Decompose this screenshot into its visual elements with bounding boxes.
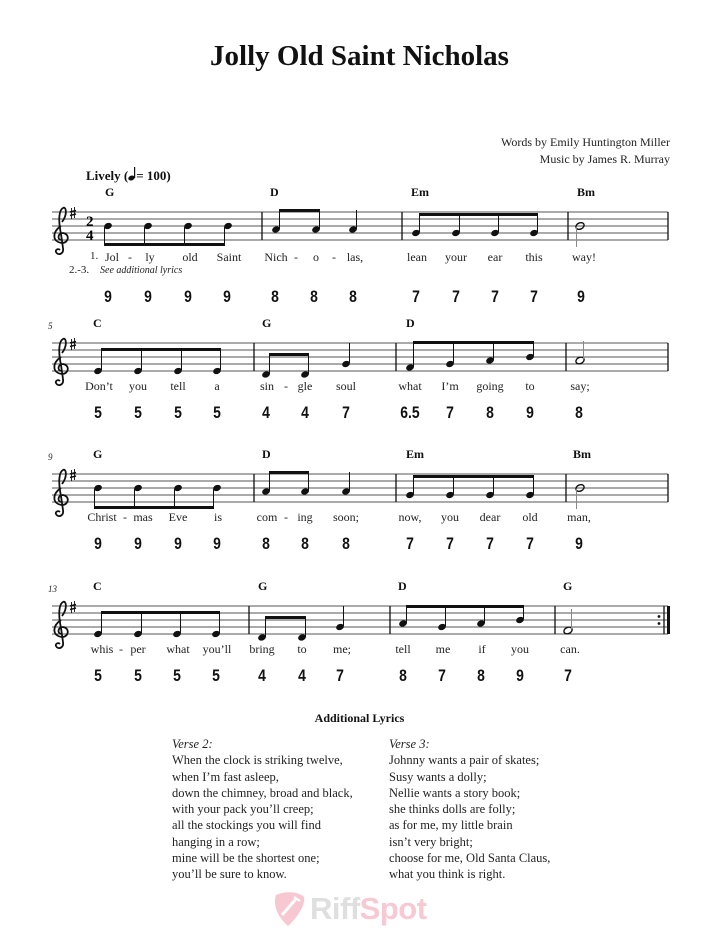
- harmonica-hole-number: 9: [144, 287, 152, 306]
- lyric-syllable: can.: [560, 642, 580, 656]
- lyric-syllable: -: [119, 642, 123, 656]
- lyric-syllable: you’ll: [202, 642, 232, 656]
- lyric-syllable: I’m: [441, 379, 459, 393]
- verse-number-2-3: 2.-3.: [69, 264, 90, 276]
- lyric-syllable: ing: [297, 510, 313, 524]
- harmonica-hole-number: 7: [342, 403, 350, 422]
- harmonica-hole-number: 7: [564, 666, 572, 685]
- harmonica-hole-number: 7: [452, 287, 460, 306]
- harmonica-hole-number: 4: [258, 666, 266, 685]
- song-title: Jolly Old Saint Nicholas: [210, 40, 509, 72]
- music-credit: Music by James R. Murray: [539, 152, 670, 166]
- verse-line: mine will be the shortest one;: [172, 851, 320, 866]
- lyric-syllable: say;: [570, 379, 590, 393]
- verse-3: [389, 736, 550, 883]
- lyric-syllable: Jol: [104, 250, 120, 264]
- lyric-syllable: old: [182, 250, 198, 264]
- lyric-syllable: soon;: [332, 510, 360, 524]
- chord-symbol: D: [270, 185, 279, 199]
- chord-symbol: Bm: [573, 447, 591, 461]
- harmonica-hole-number: 7: [486, 534, 494, 553]
- verse-2: [172, 736, 353, 883]
- lyric-syllable: -: [284, 379, 288, 393]
- harmonica-hole-number: 4: [298, 666, 306, 685]
- chord-symbol: G: [93, 447, 103, 461]
- harmonica-hole-number: 9: [575, 534, 583, 553]
- harmonica-hole-number: 8: [301, 534, 309, 553]
- chord-symbol: G: [262, 316, 272, 330]
- harmonica-hole-number: 7: [406, 534, 414, 553]
- lyric-syllable: way!: [572, 250, 596, 264]
- lyric-syllable: now,: [398, 510, 422, 524]
- chord-symbol: Em: [411, 185, 429, 199]
- harmonica-hole-number: 8: [486, 403, 494, 422]
- lyric-syllable: Saint: [216, 250, 242, 264]
- harmonica-hole-number: 7: [526, 534, 534, 553]
- harmonica-hole-number: 5: [212, 666, 220, 685]
- lyric-syllable: sin: [259, 379, 275, 393]
- harmonica-hole-number: 5: [94, 666, 102, 685]
- lyric-syllable: gle: [297, 379, 313, 393]
- harmonica-hole-number: 8: [262, 534, 270, 553]
- lyric-syllable: to: [525, 379, 535, 393]
- verse-label: Verse 3:: [389, 737, 430, 751]
- lyric-syllable: dear: [479, 510, 501, 524]
- lyric-syllable: bring: [249, 642, 275, 656]
- harmonica-hole-number: 7: [446, 403, 454, 422]
- lyric-syllable: is: [213, 510, 223, 524]
- harmonica-hole-number: 8: [349, 287, 357, 306]
- harmonica-hole-number: 7: [491, 287, 499, 306]
- chord-symbol: D: [406, 316, 415, 330]
- tempo-value: = 100): [136, 168, 171, 183]
- harmonica-hole-number: 9: [577, 287, 585, 306]
- lyric-syllable: man,: [567, 510, 591, 524]
- svg-text:2: 2: [86, 214, 94, 230]
- lyric-syllable: what: [398, 379, 422, 393]
- lyric-syllable: your: [445, 250, 467, 264]
- lyric-syllable: what: [166, 642, 190, 656]
- harmonica-hole-number: 9: [134, 534, 142, 553]
- harmonica-hole-number: 7: [412, 287, 420, 306]
- lyric-syllable: old: [522, 510, 538, 524]
- lyric-syllable: per: [130, 642, 146, 656]
- harmonica-hole-number: 5: [94, 403, 102, 422]
- lyric-syllable: mas: [133, 510, 153, 524]
- lyric-syllable: lean: [407, 250, 427, 264]
- harmonica-hole-number: 9: [94, 534, 102, 553]
- harmonica-hole-number: 9: [174, 534, 182, 553]
- riffspot-watermark: [272, 891, 427, 927]
- lyric-syllable: you: [511, 642, 529, 656]
- harmonica-hole-number: 5: [173, 666, 181, 685]
- lyric-syllable: -: [284, 510, 288, 524]
- lyric-syllable: Nich: [264, 250, 288, 264]
- harmonica-hole-number: 8: [575, 403, 583, 422]
- chord-symbol: C: [93, 579, 102, 593]
- harmonica-hole-number: 8: [342, 534, 350, 553]
- svg-text:4: 4: [86, 228, 94, 244]
- harmonica-hole-number: 7: [336, 666, 344, 685]
- tempo-text: Lively (: [86, 168, 129, 183]
- words-credit: Words by Emily Huntington Miller: [500, 135, 670, 149]
- lyric-syllable: this: [525, 250, 543, 264]
- verse-line: as for me, my little brain: [389, 818, 513, 833]
- lyric-syllable: -: [128, 250, 132, 264]
- verse-line: choose for me, Old Santa Claus,: [389, 851, 551, 866]
- harmonica-hole-number: 7: [530, 287, 538, 306]
- lyric-syllable: Eve: [168, 510, 188, 524]
- lyric-syllable: whis: [90, 642, 114, 656]
- harmonica-hole-number: 9: [184, 287, 192, 306]
- lyric-syllable: las,: [346, 250, 364, 264]
- lyric-syllable: -: [332, 250, 336, 264]
- lyric-syllable: com: [256, 510, 278, 524]
- lyric-syllable: going: [476, 379, 504, 393]
- lyric-syllable: you: [129, 379, 147, 393]
- staff-system-1: [52, 207, 668, 254]
- harmonica-hole-number: 7: [438, 666, 446, 685]
- lyric-syllable: if: [478, 642, 486, 656]
- harmonica-hole-number: 8: [399, 666, 407, 685]
- verse-line: with your pack you’ll creep;: [172, 802, 314, 817]
- verse-line: hanging in a row;: [172, 834, 260, 849]
- harmonica-hole-number: 9: [104, 287, 112, 306]
- harmonica-hole-number: 8: [477, 666, 485, 685]
- lyric-syllable: o: [313, 250, 319, 264]
- see-additional-lyrics-note: See additional lyrics: [100, 265, 183, 276]
- verse-line: what you think is right.: [389, 867, 506, 882]
- chord-symbol: C: [93, 316, 102, 330]
- verse-line: Nellie wants a story book;: [389, 785, 521, 800]
- lyric-syllable: tell: [170, 379, 186, 393]
- lyric-syllable: Don’t: [85, 379, 113, 393]
- verse-line: isn’t very bright;: [389, 834, 473, 849]
- verse-line: you’ll be sure to know.: [172, 867, 287, 882]
- harmonica-hole-number: 7: [446, 534, 454, 553]
- chord-symbol: G: [105, 185, 115, 199]
- harmonica-hole-number: 8: [271, 287, 279, 306]
- lyric-syllable: -: [294, 250, 298, 264]
- harmonica-hole-number: 6.5: [400, 403, 420, 422]
- lyric-syllable: ly: [145, 250, 155, 264]
- measure-number: 9: [48, 452, 53, 462]
- lyric-syllable: me: [435, 642, 451, 656]
- verse-label: Verse 2:: [172, 737, 213, 751]
- verse-line: When the clock is striking twelve,: [172, 753, 343, 768]
- verse-line: Johnny wants a pair of skates;: [389, 753, 540, 768]
- harmonica-hole-number: 9: [516, 666, 524, 685]
- lyric-syllable: you: [441, 510, 459, 524]
- measure-number: 5: [48, 321, 53, 331]
- chord-symbol: Em: [406, 447, 424, 461]
- additional-lyrics-title: Additional Lyrics: [314, 711, 405, 725]
- harmonica-hole-number: 5: [174, 403, 182, 422]
- verse-line: she thinks dolls are folly;: [389, 802, 516, 817]
- guitar-pick-icon: [272, 891, 306, 927]
- brand-name: RiffSpot: [310, 891, 427, 926]
- lyric-syllable: me;: [333, 642, 351, 656]
- measure-number: 13: [48, 584, 57, 594]
- harmonica-hole-number: 5: [213, 403, 221, 422]
- chord-symbol: G: [258, 579, 268, 593]
- lyric-syllable: -: [123, 510, 127, 524]
- harmonica-hole-number: 9: [223, 287, 231, 306]
- lyric-syllable: Christ: [87, 510, 117, 524]
- harmonica-hole-number: 9: [213, 534, 221, 553]
- harmonica-hole-number: 8: [310, 287, 318, 306]
- lyric-syllable: tell: [395, 642, 411, 656]
- verse-line: all the stockings you will find: [172, 818, 321, 833]
- harmonica-hole-number: 4: [301, 403, 309, 422]
- chord-symbol: D: [262, 447, 271, 461]
- verse-number: 1.: [90, 250, 99, 262]
- lyric-syllable: ear: [487, 250, 503, 264]
- chord-symbol: G: [563, 579, 573, 593]
- chord-symbol: Bm: [577, 185, 595, 199]
- lyric-syllable: to: [297, 642, 307, 656]
- chord-symbol: D: [398, 579, 407, 593]
- lyric-syllable: soul: [335, 379, 357, 393]
- harmonica-hole-number: 5: [134, 666, 142, 685]
- harmonica-hole-number: 9: [526, 403, 534, 422]
- verse-line: Susy wants a dolly;: [389, 769, 487, 784]
- verse-line: down the chimney, broad and black,: [172, 785, 353, 800]
- lyric-syllable: a: [214, 379, 220, 393]
- harmonica-hole-number: 5: [134, 403, 142, 422]
- verse-line: when I’m fast asleep,: [172, 769, 279, 784]
- harmonica-hole-number: 4: [262, 403, 270, 422]
